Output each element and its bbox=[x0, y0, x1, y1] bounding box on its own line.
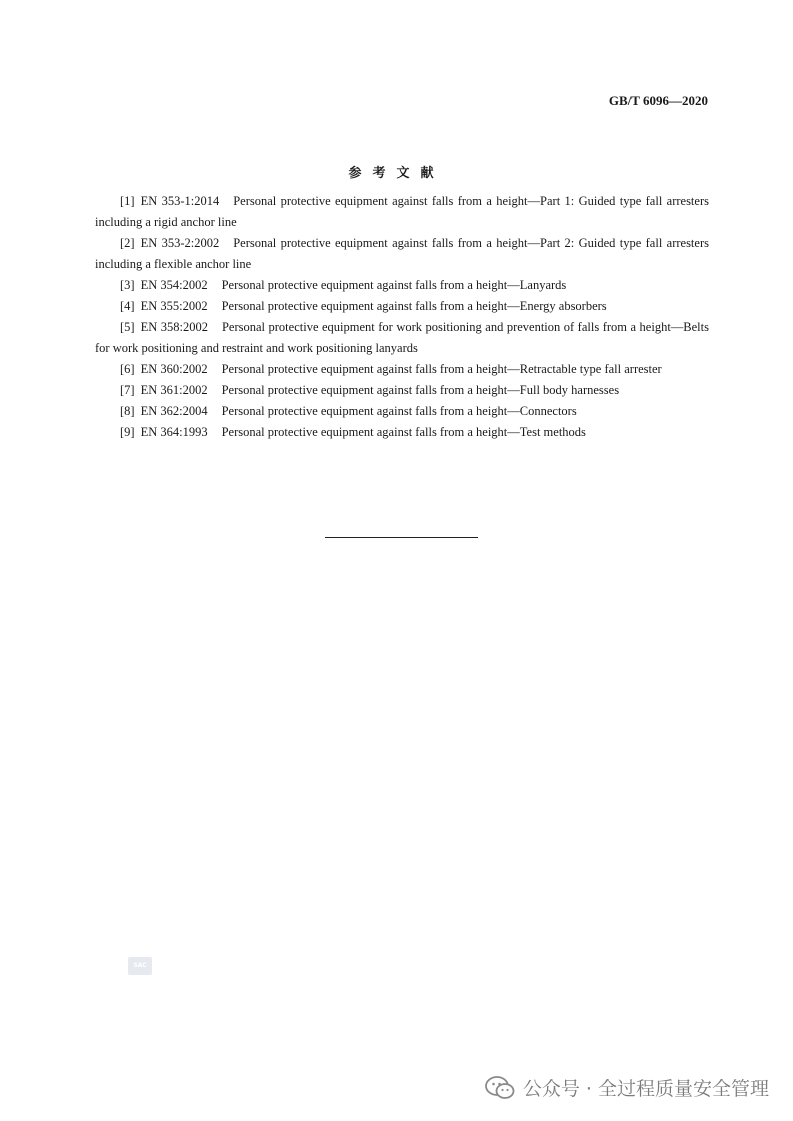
reference-code: EN 353-1:2014 bbox=[140, 194, 220, 208]
reference-code: EN 364:1993 bbox=[140, 425, 208, 439]
reference-list bbox=[95, 191, 709, 443]
reference-number: [4] bbox=[120, 299, 135, 313]
reference-number: [8] bbox=[120, 404, 135, 418]
reference-code: EN 360:2002 bbox=[140, 362, 208, 376]
reference-number: [2] bbox=[120, 236, 135, 250]
reference-item bbox=[95, 275, 709, 296]
reference-item bbox=[95, 296, 709, 317]
reference-code: EN 362:2004 bbox=[140, 404, 208, 418]
section-title: 参考文献 bbox=[348, 166, 445, 181]
reference-title: Personal protective equipment against falls from a height—Retractable type fall arrester bbox=[221, 362, 662, 376]
reference-item bbox=[95, 317, 709, 359]
reference-title: Personal protective equipment against falls from a height—Part 1: Guided type fall arresters including a rigid anchor line bbox=[95, 194, 709, 229]
reference-number: [3] bbox=[120, 278, 135, 292]
standard-number: GB/T 6096—2020 bbox=[608, 93, 708, 108]
reference-code: EN 354:2002 bbox=[140, 278, 208, 292]
reference-title: Personal protective equipment against falls from a height—Lanyards bbox=[221, 278, 567, 292]
reference-title: Personal protective equipment against falls from a height—Test methods bbox=[221, 425, 586, 439]
reference-number: [9] bbox=[120, 425, 135, 439]
reference-title: Personal protective equipment against falls from a height—Energy absorbers bbox=[221, 299, 607, 313]
end-rule bbox=[325, 537, 478, 538]
reference-code: EN 355:2002 bbox=[140, 299, 208, 313]
side-mark: SAC bbox=[128, 957, 152, 975]
reference-number: [6] bbox=[120, 362, 135, 376]
reference-title: Personal protective equipment against falls from a height—Part 2: Guided type fall arresters including a flexible anchor line bbox=[95, 236, 709, 271]
reference-item bbox=[95, 380, 709, 401]
reference-code: EN 361:2002 bbox=[140, 383, 208, 397]
reference-code: EN 353-2:2002 bbox=[140, 236, 220, 250]
reference-title: Personal protective equipment against falls from a height—Connectors bbox=[221, 404, 577, 418]
wechat-icon bbox=[485, 1075, 515, 1101]
watermark-text: 公众号 · 全过程质量安全管理 bbox=[522, 1078, 769, 1100]
reference-item bbox=[95, 401, 709, 422]
reference-number: [5] bbox=[120, 320, 135, 334]
reference-code: EN 358:2002 bbox=[140, 320, 208, 334]
reference-number: [1] bbox=[120, 194, 135, 208]
watermark bbox=[485, 1074, 769, 1101]
reference-item bbox=[95, 191, 709, 233]
reference-item bbox=[95, 233, 709, 275]
reference-title: Personal protective equipment against falls from a height—Full body harnesses bbox=[221, 383, 620, 397]
reference-item bbox=[95, 359, 709, 380]
reference-title: Personal protective equipment for work positioning and prevention of falls from a height—Belts for work positioning and restraint and work positioning lanyards bbox=[95, 320, 709, 355]
reference-item bbox=[95, 422, 709, 443]
reference-number: [7] bbox=[120, 383, 135, 397]
